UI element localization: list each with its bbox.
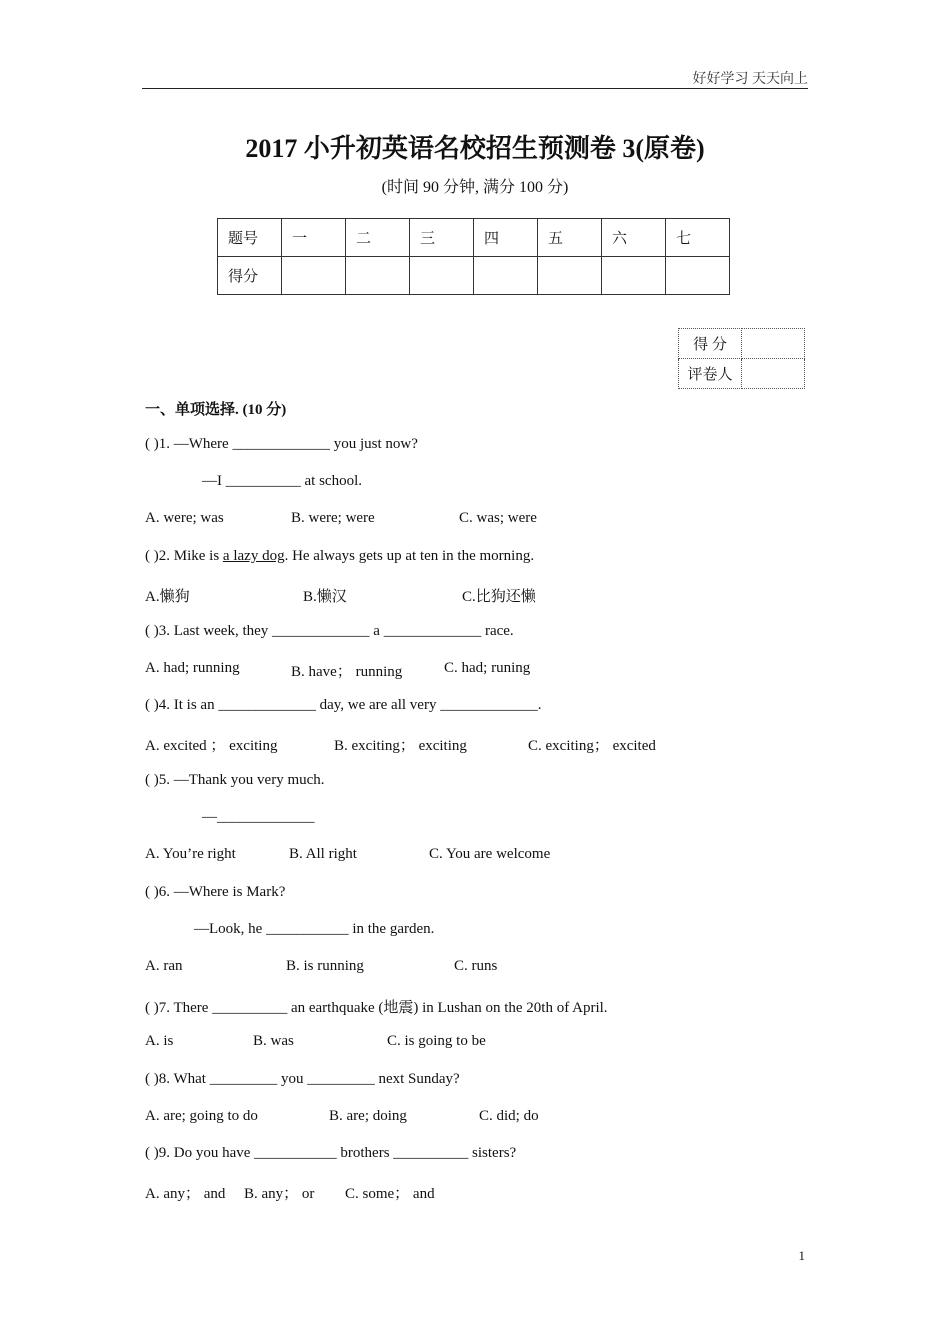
question-stem: ( )1. —Where _____________ you just now? bbox=[145, 436, 418, 452]
score-table bbox=[217, 218, 730, 295]
question-stem: ( )8. What _________ you _________ next Sunday? bbox=[145, 1071, 460, 1087]
score-cell-3: 三 bbox=[410, 219, 474, 257]
score-blank[interactable] bbox=[474, 257, 538, 295]
option-c[interactable]: C. did; do bbox=[479, 1108, 539, 1124]
score-blank[interactable] bbox=[666, 257, 730, 295]
page-subtitle: (时间 90 分钟, 满分 100 分) bbox=[381, 179, 569, 196]
underlined-phrase: a lazy dog bbox=[222, 548, 285, 564]
score-cell-1: 一 bbox=[282, 219, 346, 257]
option-a[interactable]: A. excited ； exciting bbox=[145, 738, 278, 754]
question-stem: ( )9. Do you have ___________ brothers __________ sisters? bbox=[145, 1145, 517, 1161]
header-motto: 好好学习 天天向上 bbox=[692, 72, 808, 87]
option-a[interactable]: A. had; running bbox=[145, 660, 240, 676]
option-b[interactable]: B. were; were bbox=[291, 510, 375, 526]
page-number: 1 bbox=[798, 1248, 805, 1263]
option-b[interactable]: B. is running bbox=[286, 958, 364, 974]
option-b[interactable]: B.懒汉 bbox=[303, 589, 347, 605]
score-cell-2: 二 bbox=[346, 219, 410, 257]
question-stem: ( )5. —Thank you very much. bbox=[145, 772, 325, 788]
score-cell-label: 题号 bbox=[218, 219, 282, 257]
score-blank[interactable] bbox=[282, 257, 346, 295]
option-a[interactable]: A. were; was bbox=[145, 510, 224, 526]
score-table-header-row bbox=[218, 219, 730, 257]
section-title: 一、单项选择. (10 分) bbox=[145, 402, 287, 418]
option-b[interactable]: B. any； or bbox=[244, 1186, 315, 1202]
option-c[interactable]: C. some； and bbox=[345, 1186, 435, 1202]
grader-score-label: 得 分 bbox=[679, 329, 742, 359]
option-b[interactable]: B. exciting； exciting bbox=[334, 738, 467, 754]
option-a[interactable]: A. are; going to do bbox=[145, 1108, 258, 1124]
option-a[interactable]: A.懒狗 bbox=[145, 589, 190, 605]
question-stem: ( )6. —Where is Mark? bbox=[145, 884, 286, 900]
option-b[interactable]: B. was bbox=[253, 1033, 294, 1049]
score-cell-5: 五 bbox=[538, 219, 602, 257]
question-reply: —I __________ at school. bbox=[202, 473, 362, 489]
option-a[interactable]: A. any； and bbox=[145, 1186, 226, 1202]
score-table-score-row bbox=[218, 257, 730, 295]
grader-box bbox=[678, 328, 805, 389]
score-row-label: 得分 bbox=[218, 257, 282, 295]
option-a[interactable]: A. You’re right bbox=[145, 846, 236, 862]
score-blank[interactable] bbox=[346, 257, 410, 295]
option-c[interactable]: C. You are welcome bbox=[429, 846, 551, 862]
grader-name-blank[interactable] bbox=[742, 359, 805, 389]
score-cell-7: 七 bbox=[666, 219, 730, 257]
score-blank[interactable] bbox=[538, 257, 602, 295]
question-stem: ( )3. Last week, they _____________ a _____________ race. bbox=[145, 623, 514, 639]
option-a[interactable]: A. ran bbox=[145, 958, 183, 974]
question-stem: ( )4. It is an _____________ day, we are all very _____________. bbox=[145, 697, 542, 713]
option-c[interactable]: C. runs bbox=[454, 958, 498, 974]
option-b[interactable]: B. are; doing bbox=[329, 1108, 407, 1124]
option-c[interactable]: C.比狗还懒 bbox=[462, 589, 536, 605]
question-stem: ( )7. There __________ an earthquake (地震) in Lushan on the 20th of April. bbox=[145, 1000, 608, 1016]
score-blank[interactable] bbox=[410, 257, 474, 295]
score-cell-4: 四 bbox=[474, 219, 538, 257]
question-stem: ( )2. Mike is a lazy dog. He always gets up at ten in the morning. bbox=[145, 548, 535, 564]
option-b[interactable]: B. All right bbox=[289, 846, 357, 862]
option-b[interactable]: B. have； running bbox=[291, 664, 403, 680]
option-c[interactable]: C. exciting； excited bbox=[528, 738, 656, 754]
option-c[interactable]: C. is going to be bbox=[387, 1033, 486, 1049]
option-a[interactable]: A. is bbox=[145, 1033, 174, 1049]
page-title: 2017 小升初英语名校招生预测卷 3(原卷) bbox=[245, 134, 705, 163]
question-reply: —Look, he ___________ in the garden. bbox=[194, 921, 435, 937]
header-rule bbox=[142, 88, 808, 89]
score-cell-6: 六 bbox=[602, 219, 666, 257]
question-reply: —_____________ bbox=[202, 809, 315, 825]
option-c[interactable]: C. had; runing bbox=[444, 660, 531, 676]
option-c[interactable]: C. was; were bbox=[459, 510, 537, 526]
grader-score-blank[interactable] bbox=[742, 329, 805, 359]
score-blank[interactable] bbox=[602, 257, 666, 295]
grader-name-label: 评卷人 bbox=[679, 359, 742, 389]
